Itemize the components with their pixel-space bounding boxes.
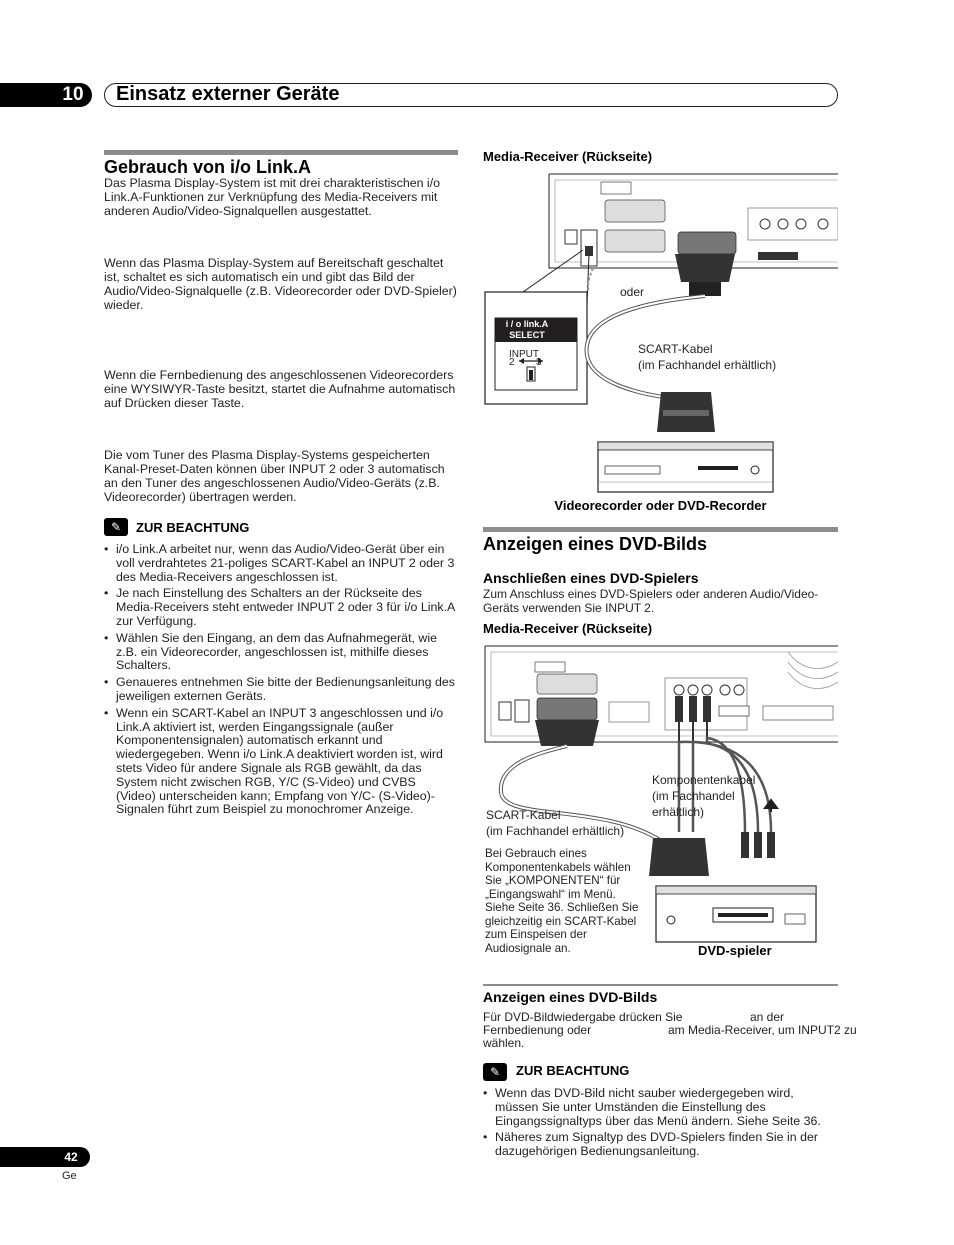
label-scart-availability-dvd: (im Fachhandel erhältlich) <box>486 824 625 838</box>
language-code: Ge <box>62 1170 77 1182</box>
intro-paragraph: Das Plasma Display-System ist mit drei charakteristischen i/o Link.A-Funktionen zur Verknüpfung des Media-Receivers mit anderen Audio/Video-Signalquellen ausgestattet. <box>104 176 441 218</box>
note-label: ZUR BEACHTUNG <box>516 1063 630 1078</box>
page-number: 42 <box>64 1150 78 1164</box>
paragraph-preset: Die vom Tuner des Plasma Display-Systems gespeicherten Kanal-Preset-Daten können über INPUT 2 oder 3 automatisch an den Tuner des angeschlossenen Audio/Video-Geräts (z.B. Videorecorder) übertragen werden. <box>104 448 445 504</box>
note-list <box>483 1087 839 1162</box>
subsection-title-show-dvd: Anzeigen eines DVD-Bilds <box>483 989 658 1005</box>
label-component-availability-2: erhältlich) <box>652 805 705 819</box>
note-label: ZUR BEACHTUNG <box>136 520 250 535</box>
switch-position-3: 3 <box>536 357 542 368</box>
scart-plug-dvd <box>649 838 709 876</box>
scart-plug-bottom <box>657 392 715 432</box>
diagram-title-top: Media-Receiver (Rückseite) <box>483 149 653 164</box>
label-scart-cable-dvd: SCART-Kabel <box>486 808 561 822</box>
note-icon: ✎ <box>104 518 128 536</box>
paragraph-wysiwyr: Wenn die Fernbedienung des angeschlossenen Videorecorders eine WYSIWYR-Taste besitzt, startet die Aufnahme automatisch auf Drücken dieser Taste. <box>104 368 456 410</box>
dvd-text-part-b: an der <box>750 1010 785 1024</box>
list-item: • Wenn das DVD-Bild nicht sauber wiedergegeben wird, müssen Sie unter Umständen die Einstellung des Eingangssignaltyps über das Menü ändern. Siehe Seite 36. <box>483 1087 839 1128</box>
dvd-text-part-c: Fernbedienung oder <box>483 1023 592 1037</box>
label-scart-availability: (im Fachhandel erhältlich) <box>638 358 777 372</box>
diagram-title-dvd: Media-Receiver (Rückseite) <box>483 621 653 636</box>
caption-video-recorder: Videorecorder oder DVD-Recorder <box>554 498 767 513</box>
component-hint-text: Bei Gebrauch eines Komponentenkabels wählen Sie „KOMPONENTEN“ für „Eingangswahl“ im Menü. Siehe Seite 36. Schließen Sie gleichzeitig ein SCART-Kabel zum Einspeisen der Audiosignale an. <box>485 847 639 955</box>
dvd-text-part-e: wählen. <box>483 1036 525 1050</box>
video-recorder-device <box>598 442 773 492</box>
label-component-availability-1: (im Fachhandel <box>652 789 735 803</box>
section-rule <box>483 984 838 986</box>
switch-title: i / o link.A SELECT <box>505 319 549 340</box>
dvd-text-part-d: am Media-Receiver, um INPUT2 zu <box>668 1023 857 1037</box>
label-component-cable: Komponentenkabel <box>652 773 756 787</box>
subsection-title-connect-dvd: Anschließen eines DVD-Spielers <box>483 570 699 586</box>
switch-position-2: 2 <box>509 357 515 368</box>
list-item: • Genaueres entnehmen Sie bitte der Bedienungsanleitung des jeweiligen externen Geräts. <box>104 676 458 704</box>
chapter-title: Einsatz externer Geräte <box>116 83 340 105</box>
chapter-number: 10 <box>62 84 84 105</box>
label-oder: oder <box>620 285 645 299</box>
paragraph-standby: Wenn das Plasma Display-System auf Bereitschaft geschaltet ist, schaltet es sich automatisch ein und gibt das Bild der Audio/Video-Signalquelle (z.B. Videorecorder oder DVD-Spieler) wieder. <box>104 256 457 312</box>
component-plugs-dvd <box>741 832 775 858</box>
dvd-text-part-a: Für DVD-Bildwiedergabe drücken Sie <box>483 1010 683 1024</box>
note-icon: ✎ <box>483 1063 507 1081</box>
dvd-player-device <box>656 886 816 942</box>
up-arrow-icon <box>765 800 777 812</box>
list-item: • Näheres zum Signaltyp des DVD-Spielers finden Sie in der dazugehörigen Bedienungsanleitung. <box>483 1131 839 1159</box>
label-scart-cable: SCART-Kabel <box>638 342 713 356</box>
section-title-dvd: Anzeigen eines DVD-Bilds <box>483 534 708 554</box>
caption-dvd-player: DVD-spieler <box>698 943 772 958</box>
scart-plug-top <box>675 254 735 296</box>
receiver-rear-panel <box>549 174 838 268</box>
scart-plug-receiver-dvd <box>535 720 599 746</box>
list-item: • Je nach Einstellung des Schalters an der Rückseite des Media-Receivers steht entweder INPUT 2 oder 3 für i/o Link.A zur Verfügung. <box>104 587 458 628</box>
list-item: • i/o Link.A arbeitet nur, wenn das Audio/Video-Gerät über ein voll verdrahtetes 21-poliges SCART-Kabel an INPUT 2 oder 3 des Media-Receivers angeschlossen ist. <box>104 543 458 584</box>
component-plugs-receiver <box>675 696 711 742</box>
list-item: • Wenn ein SCART-Kabel an INPUT 3 angeschlossen und i/o Link.A aktiviert ist, werden Eingangssignale (außer Komponentensignalen) automatisch erkannt und wiedergegeben. Wenn i/o Link.A deaktiviert worden ist, wird stets Video für andere Signale als RGB gewählt, da das System nicht zwischen RGB, Y/C (S-Video) und CVBS (Video) unterscheiden kann; Empfang von Y/C- (S-Video)-Signalen führt zum Beispiel zu monochromer Anzeige. <box>104 707 458 817</box>
subsection-text: Zum Anschluss eines DVD-Spielers oder anderen Audio/Video-Geräts verwenden Sie INPUT 2. <box>483 587 819 615</box>
list-item: • Wählen Sie den Eingang, an dem das Aufnahmegerät, wie z.B. ein Videorecorder, angeschlossen ist, mithilfe dieses Schalters. <box>104 632 458 673</box>
section-rule <box>104 150 458 155</box>
section-rule <box>483 527 838 532</box>
section-title-iolink: Gebrauch von i/o Link.A <box>104 157 312 177</box>
note-list <box>104 543 458 820</box>
switch-input-label: INPUT <box>509 349 539 360</box>
